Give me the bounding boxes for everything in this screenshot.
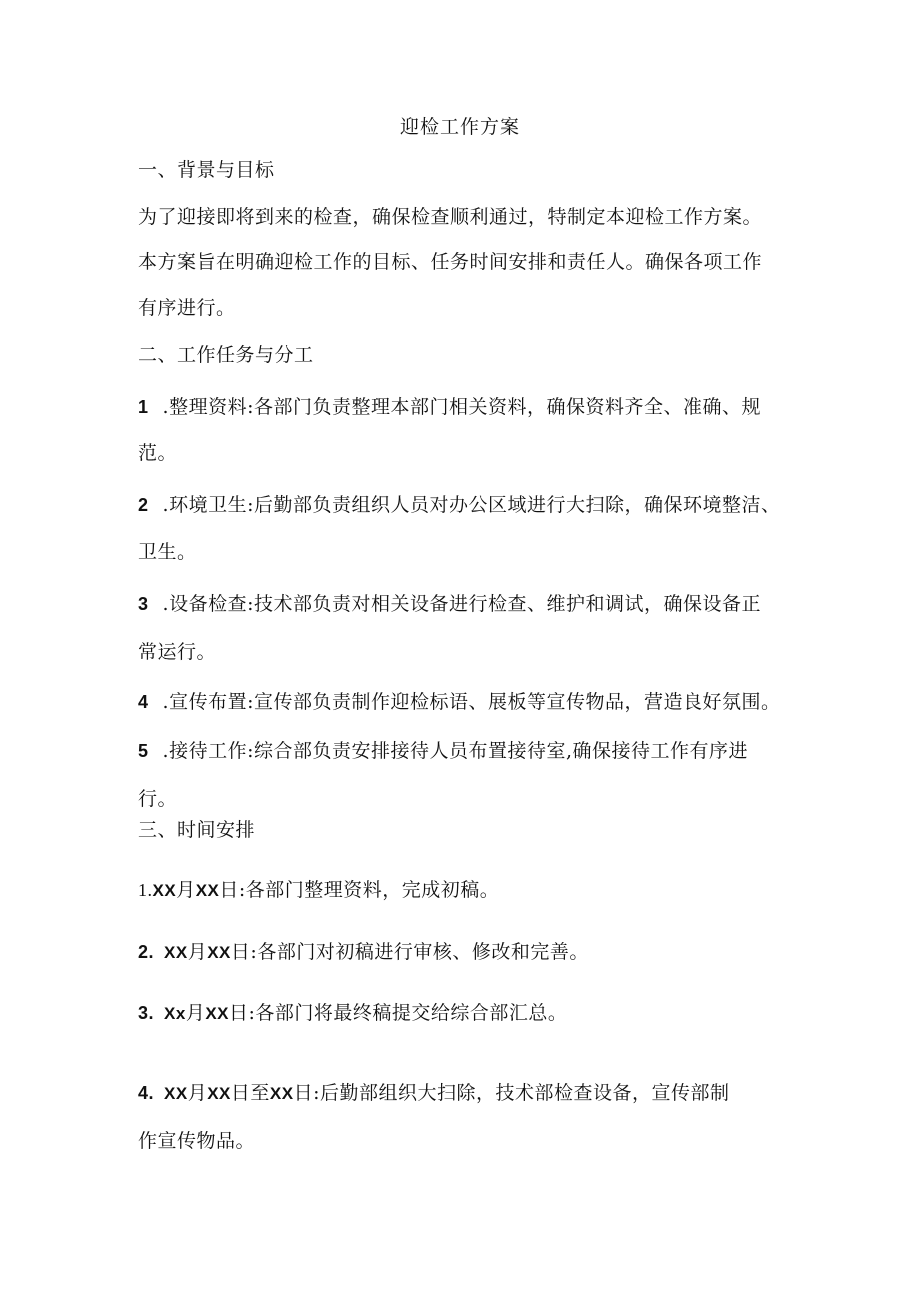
schedule-day: XX [207,1084,231,1103]
schedule-text: :各部门将最终稿提交给综合部汇总。 [248,1002,568,1024]
schedule-day: XX [207,943,231,962]
task-separator: . [162,396,170,418]
schedule-day: XX [205,1004,230,1023]
schedule-day-unit: 日 [219,879,239,901]
schedule-item-1 [138,878,499,903]
task-separator: . [162,593,170,615]
schedule-month-unit: 月 [185,1002,206,1024]
schedule-text: :各部门对初稿进行审核、修改和完善。 [250,941,589,963]
paragraph-scope-line2: 有序进行。 [138,297,236,319]
schedule-number: 2. [138,942,155,962]
schedule-number: 3. [138,1003,155,1023]
task-text: 环境卫生:后勤部负责组织人员对办公区域进行大扫除，确保环境整洁、 [169,494,781,516]
schedule-day: XX [195,881,220,900]
task-separator: . [162,691,170,713]
task-item-3-cont: 常运行。 [138,641,217,663]
task-number: 1 [138,397,149,417]
task-item-5-cont: 行。 [138,788,178,810]
task-separator: . [162,494,170,516]
schedule-number: 4. [138,1083,155,1103]
task-number: 5 [138,741,149,761]
schedule-month-unit: 月 [176,879,196,901]
task-item-5 [138,739,748,763]
task-item-2-cont: 卫生。 [138,541,197,563]
task-item-1-cont: 范。 [138,442,178,464]
task-item-3 [138,592,761,616]
task-item-4 [138,690,780,714]
schedule-number: 1. [138,880,153,900]
section-heading-tasks: 二、工作任务与分工 [138,344,314,366]
schedule-month: XX [152,881,177,900]
schedule-month-unit: 月 [187,1082,208,1104]
schedule-item-3 [138,1001,567,1026]
schedule-text: :各部门整理资料，完成初稿。 [238,879,500,901]
schedule-day-end-unit: 日 [293,1082,314,1104]
task-separator: . [162,740,170,762]
task-number: 2 [138,495,149,515]
schedule-day-unit: 日 [229,1002,249,1024]
task-number: 4 [138,692,149,712]
section-heading-schedule: 三、时间安排 [138,819,256,841]
schedule-day-unit: 日 [230,941,251,963]
paragraph-purpose: 为了迎接即将到来的检查，确保检查顺利通过，特制定本迎检工作方案。 [138,206,763,228]
paragraph-scope-line1: 本方案旨在明确迎检工作的目标、任务时间安排和责任人。确保各项工作 [138,251,763,273]
schedule-text: :后勤部组织大扫除，技术部检查设备，宣传部制 [313,1082,730,1104]
schedule-month: XX [164,1084,188,1103]
section-heading-background: 一、背景与目标 [138,159,275,181]
task-text: 整理资料:各部门负责整理本部门相关资料，确保资料齐全、准确、规 [169,396,761,418]
task-number: 3 [138,594,149,614]
schedule-month: XX [164,943,188,962]
task-text: 设备检查:技术部负责对相关设备进行检查、维护和调试，确保设备正 [169,593,761,615]
schedule-item-4 [138,1081,730,1106]
schedule-month-unit: 月 [187,941,208,963]
task-item-1 [138,395,761,419]
task-text: 接待工作:综合部负责安排接待人员布置接待室,确保接待工作有序进 [169,740,749,762]
schedule-day-end: XX [269,1084,294,1103]
schedule-item-2 [138,940,589,965]
task-text: 宣传布置:宣传部负责制作迎检标语、展板等宣传物品，营造良好氛围。 [169,691,781,713]
schedule-day-unit: 日至 [230,1082,270,1104]
schedule-month: Xx [164,1004,186,1023]
task-item-2 [138,493,780,517]
schedule-item-4-cont: 作宣传物品。 [138,1130,256,1152]
document-title: 迎检工作方案 [399,116,520,138]
